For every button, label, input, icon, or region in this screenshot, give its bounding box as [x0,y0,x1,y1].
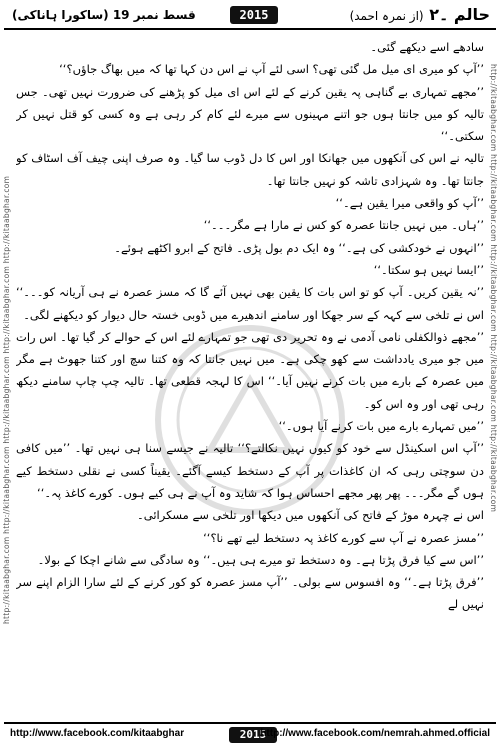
paragraph: ’’مجھے ذوالکفلی نامی آدمی نے وہ تحریر دی تھی جو تمہارے لئے اس کے حوالے کر گیا تھا۔ اس رات میں جو میری یادداشت سے کھو چکی ہے۔ میں نہیں جانتا کہ وہ کتنا سچ اور کتنا جھوٹ ہے مگر میں عصرہ کے بارے میں بات کرنے نہیں آیا۔‘‘ اس کا لہجہ قطعی تھا۔ تالیہ چپ چاپ سامنے دیکھ رہی تھی اور وہ اس کو۔ [16,329,484,411]
paragraph: ’’آپ کو میری ای میل مل گئی تھی؟ اسی لئے آپ نے اس دن کہا تھا کہ میں بھاگ جاؤں؟‘‘ [59,62,484,77]
paragraph: ’’میں تمہارے بارے میں بات کرنے آیا ہوں۔‘‘ [278,419,484,434]
left-margin-url-text: http://kitaabghar.com http://kitaabghar.com http://kitaabghar.com http://kitaabghar.com http://kitaabghar.com [2,175,11,624]
header-year-badge: 2015 [230,6,278,24]
story-text [16,36,484,714]
footer-facebook-link-kitaabghar[interactable]: http://www.facebook.com/kitaabghar [10,728,185,739]
left-margin-url [2,64,12,624]
paragraph: اس نے چہرہ موڑ کے فاتح کی آنکھوں میں دیکھا اور تلخی سے مسکرائی۔ [137,508,484,523]
page-header [4,4,496,30]
footer-facebook-link-nemrah[interactable]: http://www.facebook.com/nemrah.ahmed.official [260,728,490,739]
paragraph: ’’مسز عصرہ نے آپ سے کورے کاغذ پہ دستخط لیے تھے نا؟‘‘ [203,530,484,545]
paragraph: ’’آپ کو واقعی میرا یقین ہے۔‘‘ [335,196,484,211]
paragraph: سادھے اسے دیکھے گئی۔ [370,40,484,54]
paragraph: ’’نہ یقین کریں۔ آپ کو تو اس بات کا یقین بھی نہیں آئے گا کہ مسز عصرہ نے ہی آریانہ کو۔۔۔‘‘ اس نے تلخی سے کہہ کے سر جھکا اور سامنے اندھیرے میں ڈوبی خستہ حال دیوار کو دیکھنے لگی۔ [16,285,484,322]
paragraph: ’’آپ اس اسکینڈل سے خود کو کیوں نہیں نکالتے؟‘‘ تالیہ نے جیسے سنا ہی نہیں تھا۔ ’’میں کافی دن سوچتی رہی کہ ان کاغذات پر آپ کے دستخط کیسے آگئے۔ یقیناً کسی نے نقلی دستخط کیے ہوں گے مگر۔۔۔ پھر پھر مجھے احساس ہوا کہ شاید وہ آپ نے ہی کیے ہوں۔ کورے کاغذ پہ۔‘‘ [16,441,484,500]
right-margin-url-text: http://kitaabghar.com http://kitaabghar.com http://kitaabghar.com http://kitaabghar.com http://kitaabghar.com [489,64,498,513]
page-footer [4,722,496,746]
paragraph: ’’انہوں نے خودکشی کی ہے۔‘‘ وہ ایک دم بول پڑی۔ فاتح کے ابرو اکٹھے ہوئے۔ [114,240,484,255]
right-margin-url [488,64,498,624]
paragraph: ’’ایسا نہیں ہو سکتا۔‘‘ [373,262,484,277]
author-name: (از نمرہ احمد) [349,9,424,23]
episode-number: قسط نمبر 19 (ساکورا ہاناکی) [12,8,196,22]
novel-title [350,4,490,26]
novel-title-text: حالم ۔٢ [429,5,490,24]
paragraph: ’’ہاں۔ میں نہیں جانتا عصرہ کو کس نے مارا ہے مگر۔۔۔‘‘ [203,218,484,233]
footer-page-number: 2015 [229,727,277,743]
paragraph: تالیہ نے اس کی آنکھوں میں جھانکا اور اس کا دل ڈوب سا گیا۔ وہ صرف اپنی چیف آف اسٹاف کو جانتا تھا۔ وہ شہزادی تاشہ کو نہیں جانتا تھا۔ [16,151,484,188]
paragraph: ’’اس سے کیا فرق پڑتا ہے۔ وہ دستخط تو میرے ہی ہیں۔‘‘ وہ سادگی سے شانے اچکا کے بولا۔ [37,552,484,567]
paragraph: ’’مجھے تمہاری بے گناہی پہ یقین کرنے کے لئے اس ای میل کو پڑھنے کی ضرورت نہیں تھی۔ جس تالیہ کو میں جانتا ہوں جو اتنے مہینوں سے میرے لئے کام کر رہی ہے وہ کسی کو قتل نہیں کر سکتی۔‘‘ [16,84,484,144]
paragraph: ’’فرق پڑتا ہے۔‘‘ وہ افسوس سے بولی۔ ’’آپ مسز عصرہ کو کور کرنے کے لئے سارا الزام اپنے سر نہیں لے [16,575,484,612]
